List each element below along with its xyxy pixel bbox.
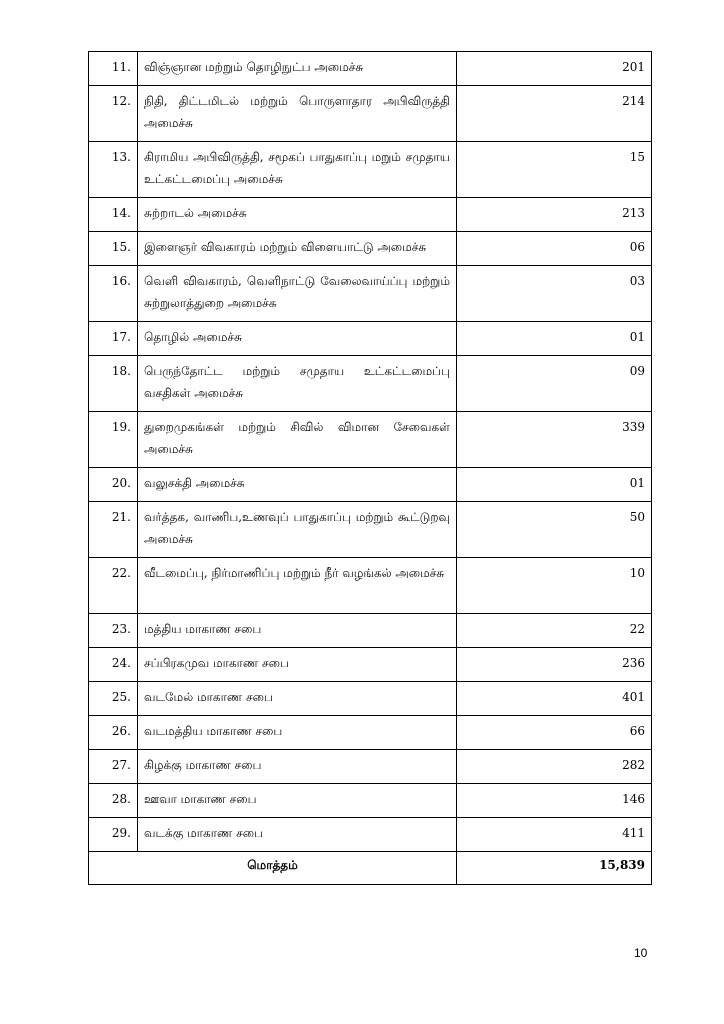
row-number: 27. [89,750,138,784]
row-number: 11. [89,52,138,86]
ministry-count: 201 [457,52,652,86]
row-number: 25. [89,682,138,716]
row-number: 28. [89,784,138,818]
row-number: 24. [89,648,138,682]
ministry-name: தொழில் அமைச்சு [138,322,457,356]
ministry-name: வடமேல் மாகாண சபை [138,682,457,716]
row-number: 17. [89,322,138,356]
ministry-name: ஊவா மாகாண சபை [138,784,457,818]
table-row [89,412,652,468]
ministry-count: 10 [457,558,652,614]
row-number: 21. [89,502,138,558]
ministry-name: வர்த்தக, வாணிப,உணவுப் பாதுகாப்பு மற்றும் கூட்டுறவு அமைச்சு [138,502,457,558]
ministry-count: 50 [457,502,652,558]
ministry-count: 15 [457,142,652,198]
ministry-count: 06 [457,232,652,266]
table-row [89,232,652,266]
ministry-count: 03 [457,266,652,322]
row-number: 15. [89,232,138,266]
page-number: 10 [634,946,648,960]
ministry-name: வலுசக்தி அமைச்சு [138,468,457,502]
table-row [89,818,652,852]
ministry-count: 282 [457,750,652,784]
table-row [89,750,652,784]
table-row [89,198,652,232]
table-row [89,784,652,818]
table-row [89,322,652,356]
row-number: 22. [89,558,138,614]
ministry-count: 09 [457,356,652,412]
row-number: 12. [89,86,138,142]
table-row [89,266,652,322]
table-body [89,52,652,852]
total-row [89,852,652,885]
ministry-count: 01 [457,468,652,502]
row-number: 18. [89,356,138,412]
ministry-count: 22 [457,614,652,648]
row-number: 20. [89,468,138,502]
ministry-name: வெளி விவகாரம், வெளிநாட்டு வேலைவாய்ப்பு மற்றும் சுற்றுலாத்துறை அமைச்சு [138,266,457,322]
ministry-count: 146 [457,784,652,818]
ministry-name: சப்பிரகமுவ மாகாண சபை [138,648,457,682]
ministry-count: 339 [457,412,652,468]
ministry-count-table [88,51,652,885]
table-row [89,558,652,614]
ministry-count: 401 [457,682,652,716]
ministry-count: 213 [457,198,652,232]
ministry-name: பெருந்தோட்ட மற்றும் சமுதாய உட்கட்டமைப்பு வசதிகள் அமைச்சு [138,356,457,412]
ministry-name: இளைஞர் விவகாரம் மற்றும் விளையாட்டு அமைச்சு [138,232,457,266]
row-number: 19. [89,412,138,468]
row-number: 26. [89,716,138,750]
ministry-count: 01 [457,322,652,356]
table-row [89,142,652,198]
table-row [89,682,652,716]
table-row [89,648,652,682]
ministry-name: வடக்கு மாகாண சபை [138,818,457,852]
row-number: 14. [89,198,138,232]
ministry-count: 411 [457,818,652,852]
ministry-count: 236 [457,648,652,682]
ministry-name: நிதி, திட்டமிடல் மற்றும் பொருளாதார அபிவிருத்தி அமைச்சு [138,86,457,142]
ministry-name: கிராமிய அபிவிருத்தி, சமூகப் பாதுகாப்பு மறும் சமுதாய உட்கட்டமைப்பு அமைச்சு [138,142,457,198]
table-row [89,52,652,86]
ministry-count: 214 [457,86,652,142]
ministry-name: மத்திய மாகாண சபை [138,614,457,648]
table-row [89,614,652,648]
ministry-count: 66 [457,716,652,750]
row-number: 16. [89,266,138,322]
table-row [89,356,652,412]
ministry-name: விஞ்ஞான மற்றும் தொழிநுட்ப அமைச்சு [138,52,457,86]
row-number: 13. [89,142,138,198]
row-number: 29. [89,818,138,852]
ministry-name: வடமத்திய மாகாண சபை [138,716,457,750]
total-label: மொத்தம் [89,852,457,885]
table-row [89,86,652,142]
row-number: 23. [89,614,138,648]
ministry-name: வீடமைப்பு, நிர்மாணிப்பு மற்றும் நீர் வழங்கல் அமைச்சு [138,558,457,614]
ministry-name: கிழக்கு மாகாண சபை [138,750,457,784]
total-value: 15,839 [457,852,652,885]
table-row [89,468,652,502]
ministry-name: துறைமுகங்கள் மற்றும் சிவில் விமான சேவைகள் அமைச்சு [138,412,457,468]
table-row [89,716,652,750]
ministry-name: சுற்றாடல் அமைச்சு [138,198,457,232]
table-row [89,502,652,558]
